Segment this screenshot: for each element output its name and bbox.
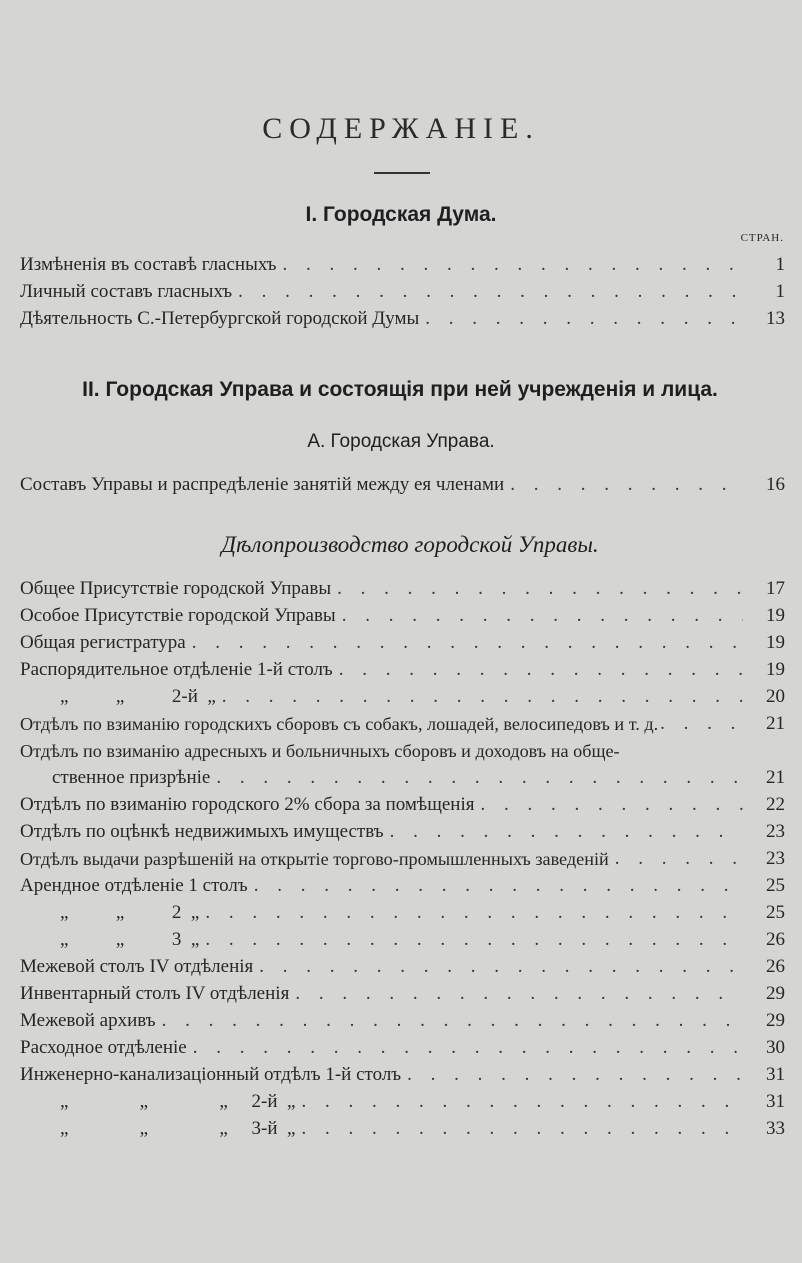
toc-page: 20 bbox=[766, 686, 785, 707]
toc-page: 19 bbox=[766, 605, 785, 626]
toc-row bbox=[20, 470, 785, 496]
toc-page: 25 bbox=[766, 902, 785, 923]
toc-page: 26 bbox=[766, 956, 785, 977]
toc-row bbox=[20, 304, 785, 330]
leader-dots bbox=[339, 659, 743, 681]
toc-label: Составъ Управы и распредѣленіе занятій между ея членами bbox=[20, 474, 505, 495]
toc-label: ственное призрѣніе bbox=[52, 767, 211, 788]
toc-page: 19 bbox=[766, 632, 785, 653]
toc-label: „ „ 2-й „ bbox=[60, 686, 216, 707]
toc-page: 16 bbox=[766, 474, 785, 495]
toc-row bbox=[20, 1006, 785, 1032]
toc-page: 33 bbox=[766, 1118, 785, 1139]
toc-row bbox=[20, 1060, 785, 1086]
leader-dots bbox=[337, 578, 743, 600]
toc-row bbox=[20, 763, 785, 789]
toc-row bbox=[20, 898, 785, 924]
title-divider bbox=[374, 172, 430, 174]
toc-row bbox=[20, 790, 785, 816]
leader-dots bbox=[480, 794, 743, 816]
page-title: СОДЕРЖАНІЕ. bbox=[262, 112, 540, 145]
toc-label: Межевой столъ IV отдѣленія bbox=[20, 956, 254, 977]
leader-dots bbox=[259, 956, 743, 978]
toc-label: Межевой архивъ bbox=[20, 1010, 156, 1031]
leader-dots bbox=[510, 474, 743, 496]
leader-dots bbox=[238, 281, 743, 303]
leader-dots bbox=[193, 1037, 743, 1059]
toc-label: Общее Присутствіе городской Управы bbox=[20, 578, 332, 599]
toc-page: 31 bbox=[766, 1064, 785, 1085]
leader-dots bbox=[192, 632, 743, 654]
leader-dots bbox=[390, 821, 743, 843]
toc-page: 17 bbox=[766, 578, 785, 599]
toc-label: Отдѣлъ по оцѣнкѣ недвижимыхъ имуществъ bbox=[20, 821, 384, 842]
toc-label: Общая регистратура bbox=[20, 632, 186, 653]
toc-label: „ „ „ 3-й „ bbox=[60, 1118, 296, 1139]
toc-row bbox=[20, 628, 785, 654]
toc-row bbox=[20, 655, 785, 681]
toc-row bbox=[20, 682, 785, 708]
leader-dots bbox=[425, 308, 743, 330]
toc-row bbox=[20, 1114, 785, 1140]
leader-dots bbox=[205, 902, 743, 924]
leader-dots bbox=[254, 875, 743, 897]
subheading-b: Дѣлопроизводство городской Управы. bbox=[221, 532, 599, 557]
toc-label: „ „ „ 2-й „ bbox=[60, 1091, 296, 1112]
toc-row bbox=[20, 871, 785, 897]
toc-row bbox=[20, 1033, 785, 1059]
toc-page: 29 bbox=[766, 983, 785, 1004]
toc-label: „ „ 3 „ bbox=[60, 929, 200, 950]
toc-row bbox=[20, 736, 785, 762]
pages-column-label: СТРАН. bbox=[740, 232, 784, 244]
toc-label: Отдѣлъ выдачи разрѣшеній на открытіе торгово-промышленныхъ заведеній bbox=[20, 849, 609, 869]
toc-page: 21 bbox=[766, 713, 785, 734]
toc-label: Распорядительное отдѣленіе 1-й столъ bbox=[20, 659, 333, 680]
toc-row bbox=[20, 709, 785, 735]
toc-page: 30 bbox=[766, 1037, 785, 1058]
section1-heading: I. Городская Дума. bbox=[305, 203, 497, 226]
toc-page: 22 bbox=[766, 794, 785, 815]
leader-dots bbox=[222, 686, 743, 708]
toc-label: Отдѣлъ по взиманію городского 2% сбора за помѣщенія bbox=[20, 794, 475, 815]
leader-dots bbox=[282, 254, 743, 276]
toc-label: Расходное отдѣленіе bbox=[20, 1037, 187, 1058]
leader-dots bbox=[216, 767, 743, 789]
subheading-a: А. Городская Управа. bbox=[307, 431, 495, 452]
leader-dots bbox=[660, 713, 747, 735]
leader-dots bbox=[407, 1064, 743, 1086]
toc-row bbox=[20, 817, 785, 843]
toc-page: 1 bbox=[775, 254, 785, 275]
toc-row bbox=[20, 277, 785, 303]
toc-page: 26 bbox=[766, 929, 785, 950]
toc-row bbox=[20, 925, 785, 951]
toc-page: 25 bbox=[766, 875, 785, 896]
toc-row bbox=[20, 574, 785, 600]
toc-label: Отдѣлъ по взиманію городскихъ сборовъ съ собакъ, лошадей, велосипедовъ и т. д. bbox=[20, 714, 659, 734]
toc-label: Отдѣлъ по взиманію адресныхъ и больничныхъ сборовъ и доходовъ на обще- bbox=[20, 741, 620, 761]
toc-row bbox=[20, 979, 785, 1005]
toc-page: 1 bbox=[775, 281, 785, 302]
toc-label: „ „ 2 „ bbox=[60, 902, 200, 923]
toc-row bbox=[20, 250, 785, 276]
toc-page: 19 bbox=[766, 659, 785, 680]
toc-page: 29 bbox=[766, 1010, 785, 1031]
leader-dots bbox=[301, 1091, 743, 1113]
toc-label: Измѣненія въ составѣ гласныхъ bbox=[20, 254, 277, 275]
toc-label: Арендное отдѣленіе 1 столъ bbox=[20, 875, 248, 896]
toc-page: 23 bbox=[766, 821, 785, 842]
toc-page: 21 bbox=[766, 767, 785, 788]
toc-label: Инвентарный столъ IV отдѣленія bbox=[20, 983, 290, 1004]
toc-row bbox=[20, 601, 785, 627]
leader-dots bbox=[615, 848, 743, 870]
toc-page: 13 bbox=[766, 308, 785, 329]
toc-label: Дѣятельность С.-Петербургской городской Думы bbox=[20, 308, 420, 329]
toc-label: Инженерно-канализаціонный отдѣлъ 1-й столъ bbox=[20, 1064, 402, 1085]
toc-row bbox=[20, 1087, 785, 1113]
leader-dots bbox=[342, 605, 743, 627]
leader-dots bbox=[205, 929, 743, 951]
toc-row bbox=[20, 952, 785, 978]
leader-dots bbox=[301, 1118, 743, 1140]
toc-page: 23 bbox=[766, 848, 785, 869]
leader-dots bbox=[162, 1010, 743, 1032]
toc-page: 31 bbox=[766, 1091, 785, 1112]
toc-row bbox=[20, 844, 785, 870]
toc-label: Личный составъ гласныхъ bbox=[20, 281, 233, 302]
toc-label: Особое Присутствіе городской Управы bbox=[20, 605, 336, 626]
leader-dots bbox=[295, 983, 743, 1005]
section2-heading: II. Городская Управа и состоящія при ней учрежденія и лица. bbox=[82, 378, 718, 401]
